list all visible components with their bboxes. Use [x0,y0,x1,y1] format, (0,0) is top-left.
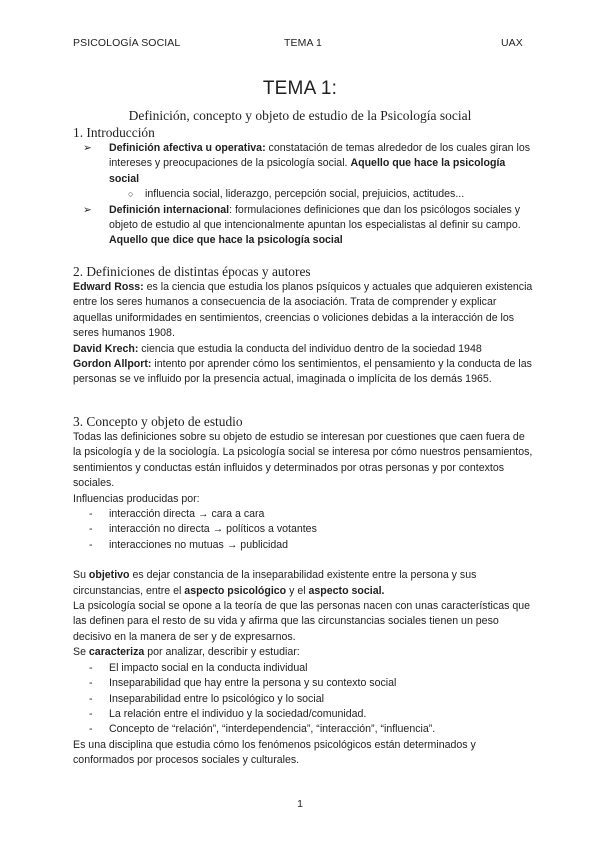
list-item-text: Concepto de “relación”, “interdependencia”, “interacción”, “influencia”. [109,723,436,736]
paragraph: Es una disciplina que estudia cómo los fenómenos psicológicos están determinados y conformados por procesos sociales y culturales. [73,738,476,767]
page-title: TEMA 1: [262,78,338,99]
list-item-text: interacciones no mutuas → publicidad [109,538,289,551]
list-item-text: interacción directa → cara a cara [109,508,265,521]
dash-bullet-icon: - [89,508,93,521]
list-item [73,707,533,722]
author-name: Edward Ross: [73,281,144,293]
text-run: Se [73,646,89,659]
header-university: UAX [501,37,523,49]
section-3 [73,414,533,769]
author-definition [73,342,533,357]
section-2 [73,264,533,388]
circle-bullet-icon: ○ [128,189,134,200]
list-item-text: Inseparabilidad que hay entre la persona y su contexto social [109,677,397,690]
list-item [73,676,533,691]
definition-label: Definición afectiva u operativa: [109,142,266,154]
arrow-bullet-icon: ➢ [83,142,92,154]
definition-item [73,141,533,187]
list-item [73,538,533,553]
arrow-bullet-icon: ➢ [83,203,92,216]
dash-bullet-icon: - [89,677,93,690]
text-run: Su [73,569,89,582]
dash-bullet-icon: - [89,661,93,674]
sub-item-text: influencia social, liderazgo, percepción social, prejuicios, actitudes... [145,188,465,201]
text-run: es dejar constancia de la inseparabilidad existente entre la persona y sus circunstancias, entre el [73,569,477,597]
paragraph: La psicología social se opone a la teoría de que las personas nacen con unas características que las definen para el resto de su vida y afirma que las circunstancias sociales tienen un peso decisivo en la manera de ser y de expresarnos. [73,600,531,643]
characterizes-paragraph [73,645,533,660]
text-run: por analizar, describir y estudiar: [144,646,300,659]
list-item [73,522,533,537]
list-item [73,507,533,522]
influences-label: Influencias producidas por: [73,492,200,505]
header-course: PSICOLOGÍA SOCIAL [73,37,181,49]
emphasis: aspecto social. [308,584,385,597]
spacer [73,553,533,568]
list-item-text: interacción no directa → políticos a votantes [109,523,317,536]
text-run: y el [286,584,309,597]
author-text: ciencia que estudia la conducta del individuo dentro de la sociedad 1948 [138,342,482,355]
sub-list-item [73,187,533,202]
dash-bullet-icon: - [89,538,93,551]
list-item [73,722,533,737]
dash-bullet-icon: - [89,523,93,536]
definition-text: constatación de temas alrededor de los cuales giran los intereses y preocupaciones de la psicología social. [109,142,531,170]
list-item [73,692,533,707]
dash-bullet-icon: - [89,723,93,736]
page-subtitle: Definición, concepto y objeto de estudio de la Psicología social [128,108,472,123]
definition-emphasis: Aquello que hace la psicología social [109,157,506,185]
objective-paragraph [73,568,533,599]
list-item-text: Inseparabilidad entre lo psicológico y lo social [109,692,324,705]
section-1-heading: 1. Introducción [73,125,155,140]
author-name: Gordon Allport: [73,358,152,371]
dash-bullet-icon: - [89,707,93,720]
paragraph: Todas las definiciones sobre su objeto de estudio se interesan por cuestiones que caen fuera de la psicología y de la sociología. La psicología social se interesa por cómo nuestros pensamientos, sentimientos y conductas están influidos y determinados por otras personas y por contextos sociales. [73,431,533,490]
definition-label: Definición internacional [109,203,230,216]
author-text: es la ciencia que estudia los planos psíquicos y actuales que adquieren existencia entre los seres humanos a consecuencia de la asociación. Trata de comprender y explicar aquellas uniformidades en sentimientos, creencias o voliciones debidas a la interacción de los seres humanos 1908. [73,281,533,340]
list-item-text: La relación entre el individuo y la sociedad/comunidad. [109,707,367,720]
list-item-text: El impacto social en la conducta individual [109,661,308,674]
section-1 [73,125,533,249]
definition-item [73,203,533,249]
page-number: 1 [297,798,303,810]
definition-emphasis: Aquello que dice que hace la psicología social [109,234,343,247]
list-item [73,661,533,676]
section-3-heading: 3. Concepto y objeto de estudio [73,414,243,429]
definition-text: : formulaciones definiciones que dan los psicólogos sociales y objeto de estudio al que intencionalmente apuntan los especialistas al definir su campo. [109,203,521,232]
author-name: David Krech: [73,342,139,355]
header-topic: TEMA 1 [284,37,322,49]
section-2-heading: 2. Definiciones de distintas épocas y autores [73,264,311,279]
emphasis: objetivo [88,569,130,582]
author-definition [73,357,533,388]
author-text: intento por aprender cómo los sentimientos, el pensamiento y la conducta de las personas se ve influido por la presencia actual, imaginada o implícita de los demás 1965. [73,358,532,386]
dash-bullet-icon: - [89,692,93,705]
emphasis: aspecto psicológico [184,584,287,597]
emphasis: caracteriza [88,646,145,659]
author-definition [73,280,533,342]
